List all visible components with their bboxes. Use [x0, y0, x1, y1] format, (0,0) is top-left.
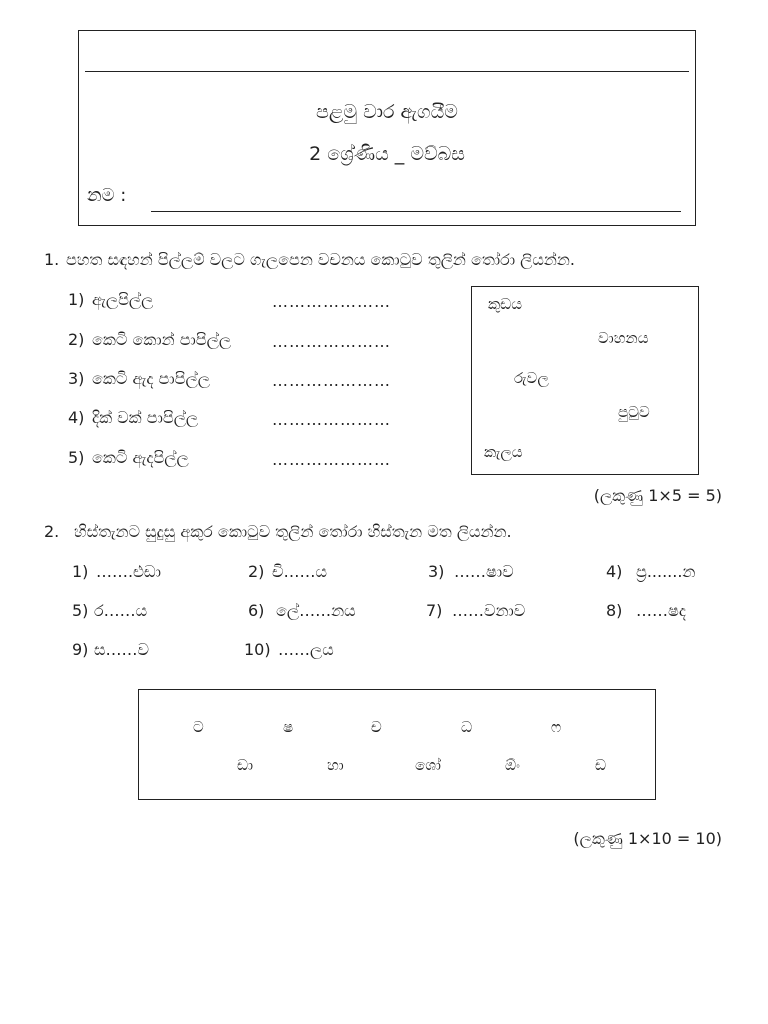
letter-option: ඕං: [505, 756, 520, 774]
q2-instruction: හිස්තැනට සුදුසු අකුර කොටුව තුලින් තෝරා හිස්තැන මත ලියන්න.: [74, 522, 512, 541]
q1-item-text: කෙටි කොන් පාපිල්ල: [92, 330, 232, 349]
q1-answer-blank[interactable]: …………………: [272, 332, 391, 351]
q2-item-text[interactable]: ස……ව: [94, 640, 150, 659]
q1-answer-blank[interactable]: …………………: [272, 371, 391, 390]
letter-option: ශෝ: [415, 756, 441, 774]
q1-item-number: 5): [68, 448, 85, 467]
letter-option: ෂ: [283, 718, 294, 736]
q2-item-number: 10): [244, 640, 271, 659]
q1-instruction: පහත සඳහන් පිල්ලම් වලට ගැලපෙන වචනය කොටුව තුලින් තෝරා ලියන්න.: [66, 250, 575, 269]
q2-item-text[interactable]: ……වනාව: [452, 601, 526, 620]
q2-item-text[interactable]: ප්‍ර.......න: [636, 562, 696, 581]
q2-item-text[interactable]: ර……ය: [94, 601, 148, 620]
q1-item-number: 1): [68, 290, 85, 309]
q2-item-text[interactable]: ……ෂාව: [454, 562, 514, 581]
q2-item-number: 7): [426, 601, 443, 620]
word-box-item: රුවල: [514, 369, 549, 387]
letter-option: ධ: [461, 718, 473, 736]
letter-option: ඩා: [237, 756, 254, 774]
q2-item-text[interactable]: …….ළුඩා: [96, 562, 162, 581]
q1-answer-blank[interactable]: …………………: [272, 292, 391, 311]
q1-word-box: [471, 286, 699, 475]
q2-item-number: 2): [248, 562, 265, 581]
letter-option: ඩ: [595, 756, 607, 774]
q1-item-text: කෙටි ඇදපිල්ල: [92, 448, 189, 467]
q2-item-number: 6): [248, 601, 265, 620]
name-field-line[interactable]: [151, 211, 681, 212]
q1-item-text: දික් වක් පාපිල්ල: [92, 408, 199, 427]
q2-item-text[interactable]: චි……ය: [272, 562, 328, 581]
q1-item-text: කෙටි ඇද පාපිල්ල: [92, 369, 210, 388]
letter-option: ෆ: [551, 718, 562, 736]
q2-item-text[interactable]: ……ෂද: [636, 601, 686, 620]
q1-answer-blank[interactable]: …………………: [272, 450, 391, 469]
q2-item-number: 3): [428, 562, 445, 581]
exam-title: පළමු වාර ඇගයීම: [316, 101, 458, 123]
q1-item-number: 2): [68, 330, 85, 349]
q2-letter-box: [138, 689, 656, 800]
word-box-item: පුටුව: [618, 403, 650, 421]
letter-option: හා: [327, 756, 344, 774]
q2-marks: (ලකුණු 1×10 = 10): [573, 829, 722, 848]
word-box-item: වාහනය: [598, 329, 649, 347]
letter-option: ට: [193, 718, 204, 736]
word-box-item: කැලය: [484, 443, 523, 461]
q2-item-number: 5): [72, 601, 89, 620]
q1-marks: (ලකුණු 1×5 = 5): [593, 486, 722, 505]
q1-item-text: ඇලපිල්ල: [92, 290, 154, 309]
q2-number: 2.: [44, 522, 60, 541]
q1-number: 1.: [44, 250, 60, 269]
q1-item-number: 3): [68, 369, 85, 388]
header-box: [78, 30, 696, 226]
word-box-item: කුඩය: [488, 295, 523, 313]
q2-item-number: 4): [606, 562, 623, 581]
school-name-line: [85, 71, 689, 72]
q2-item-text[interactable]: ලේ……නය: [276, 601, 356, 620]
q1-item-number: 4): [68, 408, 85, 427]
letter-option: ච: [371, 718, 382, 736]
q2-item-number: 8): [606, 601, 623, 620]
q1-answer-blank[interactable]: …………………: [272, 410, 391, 429]
q2-item-number: 1): [72, 562, 89, 581]
name-label: නම :: [87, 185, 127, 206]
grade-subject: 2 ශ්‍රේණිය _ මව්බස: [309, 143, 465, 165]
q2-item-number: 9): [72, 640, 89, 659]
q2-item-text[interactable]: ……ලය: [278, 640, 334, 659]
